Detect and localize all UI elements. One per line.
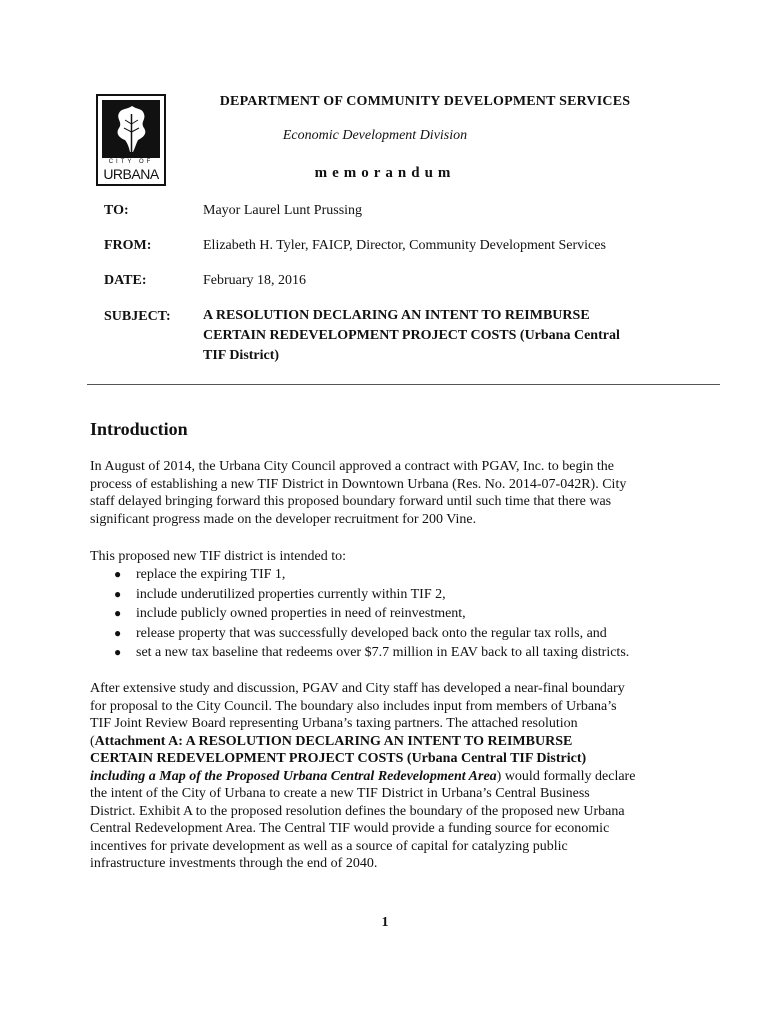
paragraph-line: Central Redevelopment Area. The Central TIF would provide a funding source for economic xyxy=(90,821,610,836)
paragraph-line: including a Map of the Proposed Urbana Central Redevelopment Area) would formally declare xyxy=(90,768,636,784)
paragraph-3 xyxy=(90,680,680,873)
section-heading: Introduction xyxy=(90,419,188,439)
bullet-dot-icon: ● xyxy=(114,625,122,640)
from-value: Elizabeth H. Tyler, FAICP, Director, Community Development Services xyxy=(203,238,606,253)
paragraph-line: the intent of the City of Urbana to create a new TIF District in Urbana’s Central Business xyxy=(90,786,590,801)
list-item: ● include underutilized properties currently within TIF 2, xyxy=(108,585,708,605)
subject-label: SUBJECT: xyxy=(104,309,171,324)
bullet-list xyxy=(108,565,708,663)
bullet-dot-icon: ● xyxy=(114,606,122,620)
subject-line: CERTAIN REDEVELOPMENT PROJECT COSTS (Urbana Central xyxy=(203,328,620,343)
paragraph-line: staff delayed bringing forward this proposed boundary forward until such time that there was xyxy=(90,494,612,509)
bullet-dot-icon: ● xyxy=(114,586,122,601)
paragraph-line: District. Exhibit A to the proposed resolution defines the boundary of the proposed new Urbana xyxy=(90,803,625,819)
division-title: Economic Development Division xyxy=(282,128,468,143)
logo-city-label: CITY OF xyxy=(108,159,154,165)
list-item: ● release property that was successfully developed back onto the regular tax rolls, and xyxy=(108,624,708,644)
paragraph-line: In August of 2014, the Urbana City Council approved a contract with PGAV, Inc. to begin the xyxy=(90,459,615,474)
map-reference: including a Map of the Proposed Urbana Central Redevelopment Area xyxy=(90,768,497,784)
subject-line: A RESOLUTION DECLARING AN INTENT TO REIMBURSE xyxy=(203,308,590,323)
bullet-dot-icon: ● xyxy=(114,567,122,581)
department-title: DEPARTMENT OF COMMUNITY DEVELOPMENT SERVICES xyxy=(219,94,631,109)
paragraph-line: for proposal to the City Council. The boundary also includes input from members of Urbana’s xyxy=(90,698,617,714)
subject-value xyxy=(203,306,673,366)
paragraph-1 xyxy=(90,458,680,528)
to-value: Mayor Laurel Lunt Prussing xyxy=(203,203,363,218)
attachment-reference: Attachment A: A RESOLUTION DECLARING AN INTENT TO REIMBURSE xyxy=(94,733,573,749)
to-label: TO: xyxy=(104,203,129,218)
list-item: ● set a new tax baseline that redeems over $7.7 million in EAV back to all taxing districts. xyxy=(108,643,708,663)
list-item: ● replace the expiring TIF 1, xyxy=(108,565,708,585)
document-type: memorandum xyxy=(314,165,456,181)
bullet-dot-icon: ● xyxy=(114,645,122,659)
paragraph-2-intro: This proposed new TIF district is intended to: xyxy=(90,549,346,564)
paragraph-line: significant progress made on the developer recruitment for 200 Vine. xyxy=(90,511,477,527)
header-divider xyxy=(87,384,720,385)
attachment-reference: CERTAIN REDEVELOPMENT PROJECT COSTS (Urbana Central TIF District) xyxy=(90,751,587,766)
from-label: FROM: xyxy=(104,238,152,253)
date-value: February 18, 2016 xyxy=(203,273,307,288)
paragraph-line: After extensive study and discussion, PGAV and City staff has developed a near-final boundary xyxy=(90,681,625,696)
paragraph-line: incentives for private development as well as a source of capital for catalyzing public xyxy=(90,838,568,854)
paragraph-line: TIF Joint Review Board representing Urbana’s taxing partners. The attached resolution xyxy=(90,716,578,731)
subject-line: TIF District) xyxy=(203,348,280,363)
paragraph-line: process of establishing a new TIF District in Downtown Urbana (Res. No. 2014-07-042R). City xyxy=(90,476,627,492)
logo-name-label: URBANA xyxy=(103,166,159,182)
date-label: DATE: xyxy=(104,273,147,288)
paragraph-line: (Attachment A: A RESOLUTION DECLARING AN INTENT TO REIMBURSE xyxy=(90,733,573,749)
paragraph-line: infrastructure investments through the end of 2040. xyxy=(90,856,378,871)
page-number: 1 xyxy=(381,915,389,930)
list-item: ● include publicly owned properties in need of reinvestment, xyxy=(108,604,708,624)
